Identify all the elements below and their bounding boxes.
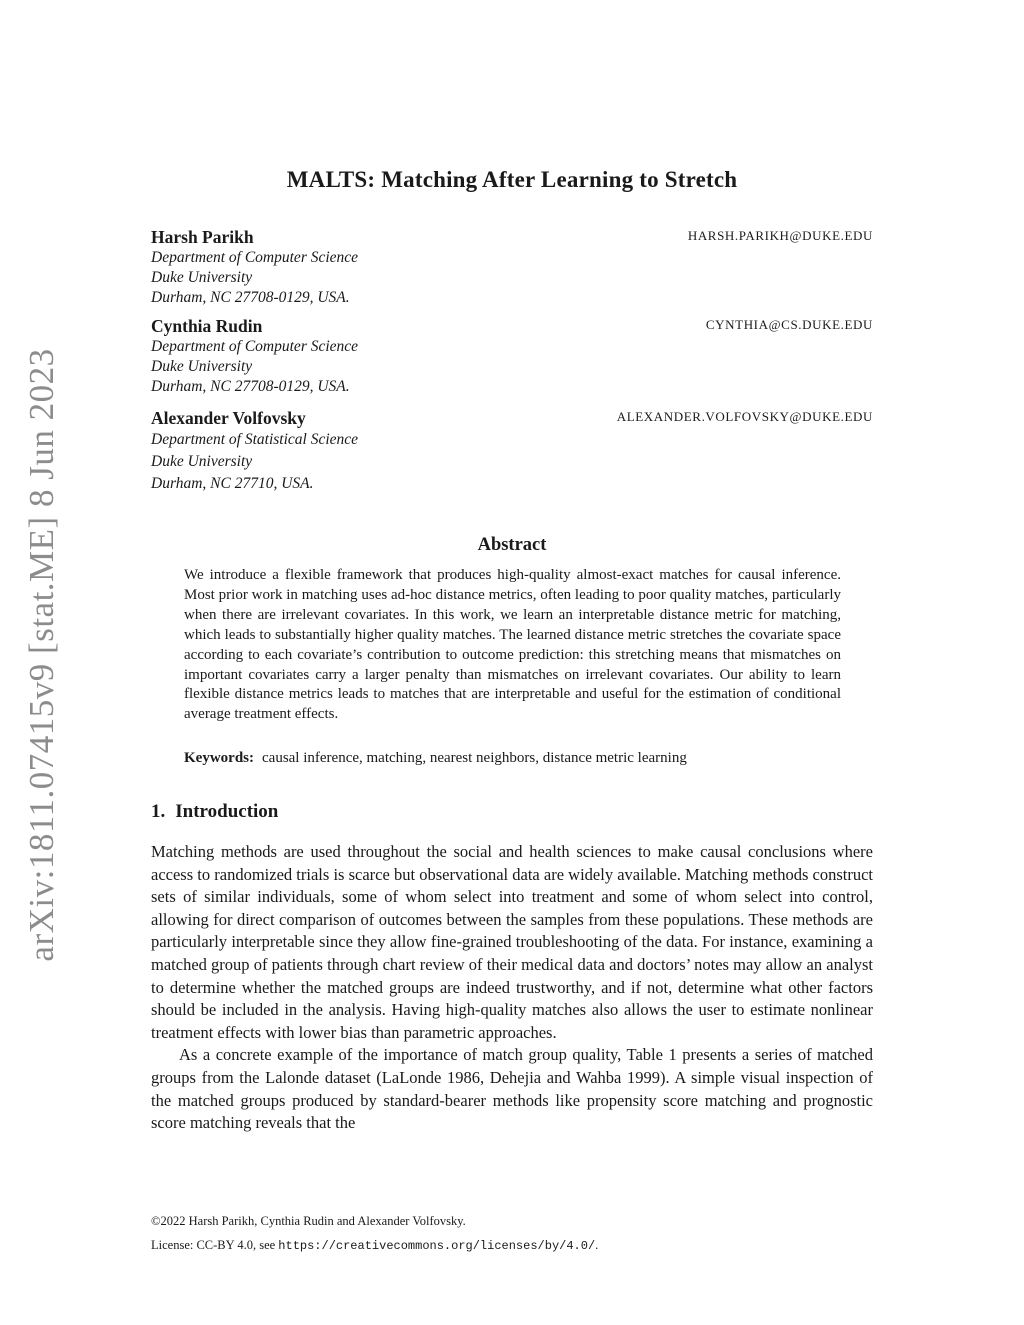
keywords-label: Keywords: [184,750,254,766]
author-department: Department of Computer Science [151,249,359,266]
arxiv-identifier: arXiv:1811.07415v9 [stat.ME] 8 Jun 2023 [22,348,61,962]
paper-title: MALTS: Matching After Learning to Stretch [286,167,738,192]
license-suffix: . [595,1238,599,1252]
author-name: Alexander Volfovsky [151,408,306,428]
introduction-body [151,841,873,1135]
section-heading [151,801,278,823]
author-block [151,407,873,495]
author-university: Duke University [151,453,253,470]
author-name: Cynthia Rudin [151,316,263,336]
author-department: Department of Statistical Science [151,431,359,448]
section-title: Introduction [175,801,279,822]
author-university: Duke University [151,358,253,375]
author-department: Department of Computer Science [151,338,359,355]
author-email[interactable]: CYNTHIA@CS.DUKE.EDU [705,317,873,332]
license-prefix: License: CC-BY 4.0, see [151,1238,279,1252]
license-link[interactable]: https://creativecommons.org/licenses/by/4.0/ [278,1239,596,1253]
author-name: Harsh Parikh [151,227,254,247]
section-number: 1. [151,801,166,822]
author-address: Durham, NC 27708-0129, USA. [151,378,350,395]
paragraph: Matching methods are used throughout the social and health sciences to make causal conclusions where access to randomized trials is scarce but observational data are widely available. Matching methods construct sets of similar individuals, some of whom select into treatment and some of whom select into control, allowing for direct comparison of outcomes between the samples from these populations. These methods are particularly interpretable since they allow fine-grained troubleshooting of the data. For instance, examining a matched group of patients through chart review of their medical data and doctors’ notes may allow an analyst to determine whether the matched groups are indeed trustworthy, and if not, determine what other factors should be included in the analysis. Having high-quality matches also allows the user to estimate nonlinear treatment effects with lower bias than parametric approaches. [151,842,873,1042]
author-email[interactable]: HARSH.PARIKH@DUKE.EDU [687,228,873,243]
author-address: Durham, NC 27708-0129, USA. [151,289,350,306]
paragraph: As a concrete example of the importance of match group quality, Table 1 presents a series of matched groups from the Lalonde dataset (LaLonde 1986, Dehejia and Wahba 1999). A simple visual inspection of the matched groups produced by standard-bearer methods like propensity score matching and prognostic score matching reveals that the [151,1045,873,1133]
abstract-text: We introduce a flexible framework that produces high-quality almost-exact matches for causal inference. Most prior work in matching uses ad-hoc distance metrics, often leading to poor quality matches, particularly when there are irrelevant covariates. In this work, we learn an interpretable distance metric for matching, which leads to substantially higher quality matches. The learned distance metric stretches the covariate space according to each covariate’s contribution to outcome prediction: this stretching means that mismatches on important covariates carry a larger penalty than mismatches on irrelevant covariates. Our ability to learn flexible distance metrics leads to matches that are interpretable and useful for the estimation of conditional average treatment effects. [184,567,841,723]
author-block [151,315,873,397]
keywords-text: causal inference, matching, nearest neighbors, distance metric learning [262,750,687,766]
keywords-line [184,750,841,767]
author-block [151,226,873,308]
author-university: Duke University [151,269,253,286]
footer-license [151,1238,598,1253]
abstract-heading: Abstract [477,535,547,555]
footer-copyright: ©2022 Harsh Parikh, Cynthia Rudin and Alexander Volfovsky. [151,1214,466,1228]
author-email[interactable]: ALEXANDER.VOLFOVSKY@DUKE.EDU [616,409,873,424]
author-address: Durham, NC 27710, USA. [151,475,314,492]
